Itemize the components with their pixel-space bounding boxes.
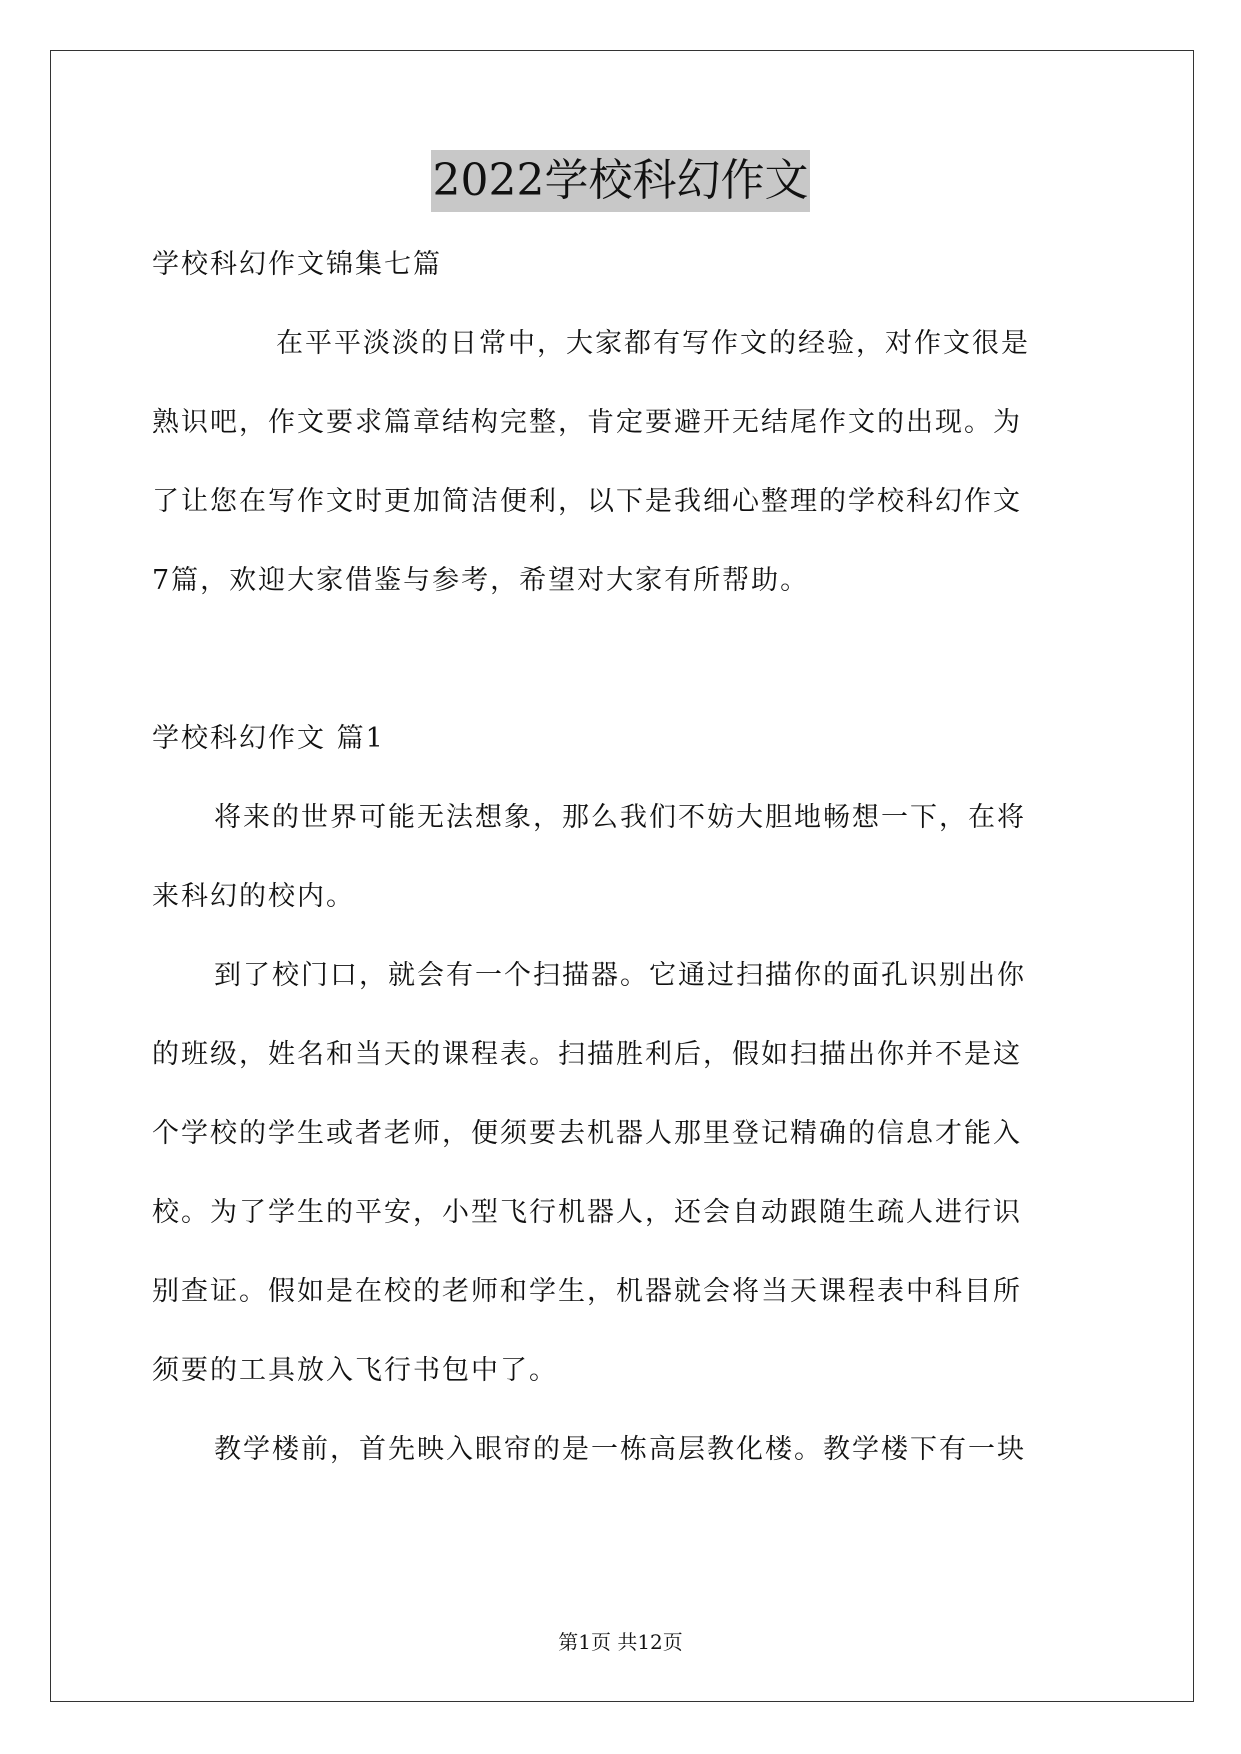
document-title[interactable]: 2022学校科幻作文 [431,150,811,212]
paragraph-line: 校。为了学生的平安，小型飞行机器人，还会自动跟随生疏人进行识 [152,1197,1022,1228]
intro-line: 熟识吧，作文要求篇章结构完整，肯定要避开无结尾作文的出现。为 [152,407,1022,438]
spacer [152,620,1092,699]
document-body [152,225,1092,1489]
paragraph-line: 教学楼前，首先映入眼帘的是一栋高层教化楼。教学楼下有一块 [214,1434,1026,1465]
paragraph-line: 到了校门口，就会有一个扫描器。它通过扫描你的面孔识别出你 [214,960,1026,991]
paragraph-line: 别查证。假如是在校的老师和学生，机器就会将当天课程表中科目所 [152,1276,1022,1307]
page-number: 第1页 共12页 [558,1630,683,1654]
paragraph-line: 将来的世界可能无法想象，那么我们不妨大胆地畅想一下，在将 [214,802,1026,833]
intro-line: 了让您在写作文时更加简洁便利，以下是我细心整理的学校科幻作文 [152,486,1022,517]
title-wrap [0,150,1241,212]
paragraph-line: 个学校的学生或者老师，便须要去机器人那里登记精确的信息才能入 [152,1118,1022,1149]
document-subtitle: 学校科幻作文锦集七篇 [152,249,442,280]
paragraph-line: 的班级，姓名和当天的课程表。扫描胜利后，假如扫描出你并不是这 [152,1039,1022,1070]
intro-line: 7篇，欢迎大家借鉴与参考，希望对大家有所帮助。 [152,565,810,596]
intro-line: 在平平淡淡的日常中，大家都有写作文的经验，对作文很是 [276,328,1030,359]
paragraph-line: 须要的工具放入飞行书包中了。 [152,1355,558,1386]
section-heading: 学校科幻作文 篇1 [152,723,385,754]
paragraph-line: 来科幻的校内。 [152,881,355,912]
